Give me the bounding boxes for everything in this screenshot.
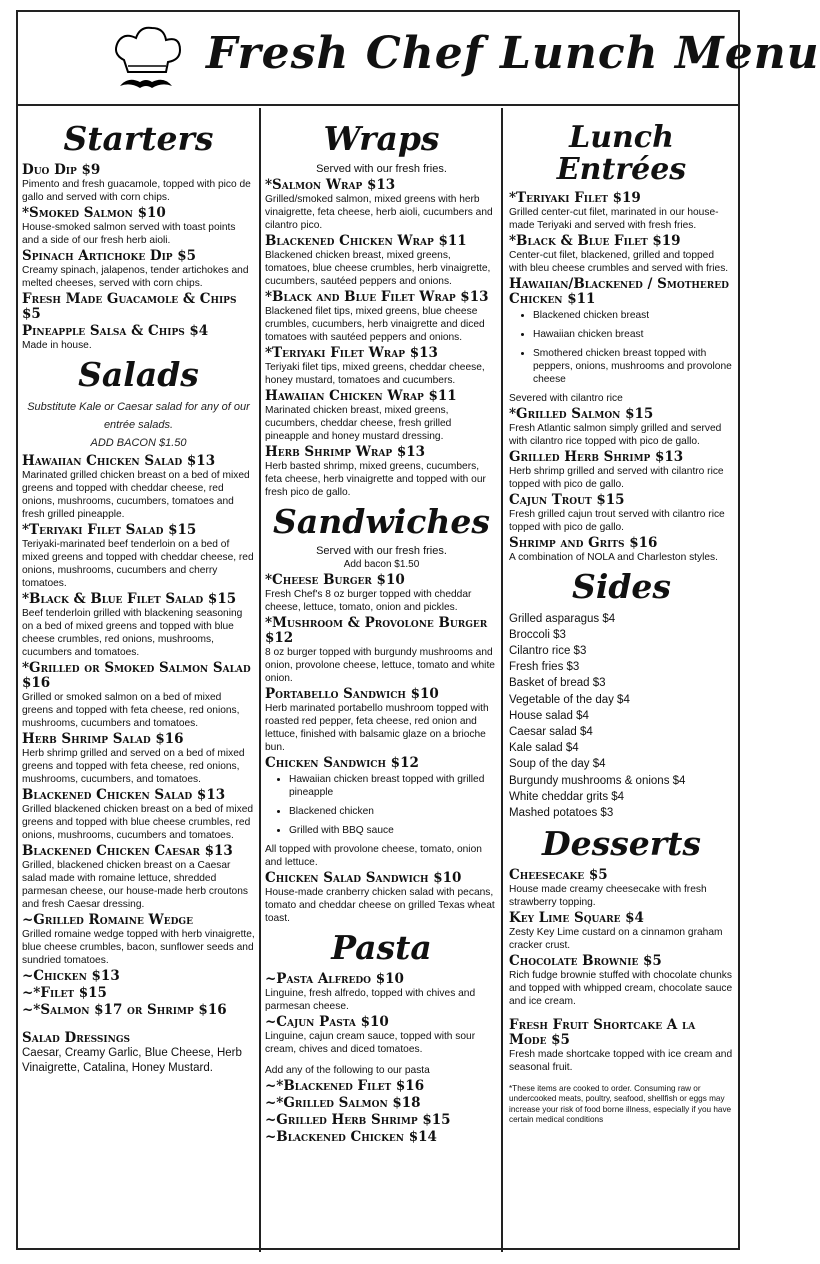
menu-item-desc: House made creamy cheesecake with fresh strawberry topping.: [509, 883, 707, 908]
list-item: Fresh fries $3: [509, 661, 580, 674]
menu-item-name: Blackened Chicken Salad $13: [22, 787, 226, 804]
menu-item-desc: Made in house.: [22, 339, 92, 351]
sandwiches-bacon-note: Add bacon $1.50: [343, 559, 420, 571]
menu-item-name: ~Cajun Pasta $10: [265, 1013, 389, 1030]
sides-title: Sides: [571, 567, 672, 606]
pasta-add-note: Add any of the following to our pasta: [265, 1064, 430, 1076]
wraps-list: [265, 178, 498, 499]
menu-item-desc: Teriyaki-marinated beef tenderloin on a bed of mixed greens and topped with cheddar cheese, red onions, mushrooms, cucumbers and cherry tomatoes.: [22, 539, 254, 590]
list-item: Vegetable of the day $4: [509, 693, 630, 706]
list-item: Caesar salad $4: [509, 726, 593, 739]
menu-item-name: Chicken Sandwich $12: [265, 755, 419, 772]
column-entrees-sides-desserts: [505, 108, 737, 1252]
menu-item-desc: Fresh grilled cajun trout served with cilantro rice topped with pico de gallo.: [509, 509, 725, 533]
salads-list: [22, 454, 255, 1018]
menu-item-name: Chocolate Brownie $5: [509, 952, 662, 969]
menu-item-name: Cajun Trout $15: [509, 492, 625, 508]
menu-item-desc: Linguine, cajun cream sauce, topped with sour cream, chives and diced tomatoes.: [265, 1030, 476, 1055]
menu-item-name: *Smoked Salmon $10: [22, 204, 166, 221]
wraps-title: Wraps: [323, 119, 440, 158]
menu-item-desc: Fresh Atlantic salmon simply grilled and served with cilantro rice topped with pico de gallo.: [509, 423, 722, 447]
menu-item-name: ~*Salmon $17 or Shrimp $16: [22, 1002, 227, 1019]
menu-item-desc: Marinated grilled chicken breast on a bed of mixed greens and topped with cheddar cheese, red onions, mushrooms, cucumbers, tomatoes and fresh grilled pineapple.: [22, 470, 250, 521]
menu-item-name: Portabello Sandwich $10: [265, 686, 439, 703]
menu-item-desc: Grilled, blackened chicken breast on a Caesar salad made with romaine lettuce, shredded parmesan cheese, our house-made herb croutons and fresh Caesar dressing.: [22, 860, 248, 911]
menu-item-desc: Linguine, fresh alfredo, topped with chives and parmesan cheese.: [265, 987, 476, 1012]
menu-item-desc: Herb shrimp grilled and served on a bed of mixed greens and topped with feta cheese, red onions, mushrooms, cucumbers, and tomatoes.: [22, 748, 245, 786]
menu-item-desc: Fresh made shortcake topped with ice cream and seasonal fruit.: [509, 1048, 733, 1073]
menu-item-desc: Beef tenderloin grilled with blackening seasoning on a bed of mixed greens and topped with blue cheese crumbles, red onions, mushrooms, cucumbers and tomatoes.: [22, 608, 243, 659]
menu-item-name: Duo Dip $9: [22, 161, 101, 178]
menu-item-desc: Severed with cilantro rice: [509, 393, 623, 404]
menu-item-name: ~Grilled Romaine Wedge: [22, 912, 193, 929]
column-wraps-sandwiches-pasta: [259, 108, 503, 1252]
menu-item-name: Hawaiian Chicken Salad $13: [22, 453, 216, 470]
starters-list: [22, 163, 255, 352]
menu-item-name: Pineapple Salsa & Chips $4: [22, 322, 209, 339]
menu-item-desc: Grilled/smoked salmon, mixed greens with herb vinaigrette, feta cheese, herb aioli, cucumbers and cilantro pico.: [265, 193, 493, 231]
menu-item-desc: Center-cut filet, blackened, grilled and topped with bleu cheese crumbles and served with fries.: [509, 250, 729, 274]
menu-item-desc: House-made cranberry chicken salad with pecans, tomato and cheddar cheese on grilled Texas wheat toast.: [265, 887, 495, 925]
menu-item-name: *Black and Blue Filet Wrap $13: [265, 288, 489, 305]
menu-item-name: ~Blackened Chicken $14: [265, 1128, 437, 1145]
menu-item-desc: Grilled or smoked salmon on a bed of mixed greens and topped with feta cheese, red onions, mushrooms, cucumbers and tomatoes.: [22, 692, 240, 730]
menu-item-desc: Pimento and fresh guacamole, topped with pico de gallo and served with corn chips.: [22, 178, 251, 203]
list-item: • Grilled with BBQ sauce: [289, 824, 498, 837]
menu-item-name: *Salmon Wrap $13: [265, 176, 396, 193]
menu-item-name: Blackened Chicken Wrap $11: [265, 232, 467, 249]
list-item: Burgundy mushrooms & onions $4: [509, 774, 686, 787]
menu-item-desc: Herb marinated portabello mushroom topped with roasted red pepper, feta cheese, red onion and lettuce, finished with balsamic glaze on a brioche bun.: [265, 703, 489, 754]
list-item: • Blackened chicken breast: [533, 309, 734, 322]
pasta-title: Pasta: [331, 928, 432, 968]
menu-item-name: Hawaiian Chicken Wrap $11: [265, 387, 457, 404]
menu-item-name: ~Pasta Alfredo $10: [265, 970, 404, 987]
chef-hat-mustache-icon: [106, 20, 186, 100]
salads-title: Salads: [78, 354, 199, 394]
list-item: Grilled asparagus $4: [509, 612, 616, 625]
desserts-list: [509, 868, 734, 1074]
desserts-title: Desserts: [542, 824, 701, 864]
menu-item-name: Fresh Fruit Shortcake A la Mode $5: [509, 1016, 696, 1048]
list-item: • Blackened chicken: [289, 805, 498, 818]
list-item: White cheddar grits $4: [509, 790, 625, 803]
sides-list: [509, 611, 734, 822]
column-starters-salads: [18, 108, 258, 1252]
menu-item-desc: Grilled blackened chicken breast on a bed of mixed greens and topped with blue cheese crumbles, red onions, mushrooms, cucumbers and tomatoes.: [22, 804, 254, 842]
menu-item-name: Blackened Chicken Caesar $13: [22, 843, 233, 860]
menu-item-name: Fresh Made Guacamole & Chips $5: [22, 290, 237, 322]
menu-item-name: Herb Shrimp Wrap $13: [265, 443, 426, 460]
menu-item-name: Chicken Salad Sandwich $10: [265, 870, 462, 887]
menu-item-desc: Teriyaki filet tips, mixed greens, cheddar cheese, honey mustard, tomatoes and cucumbers.: [265, 361, 485, 386]
menu-item-desc: Blackened filet tips, mixed greens, blue cheese crumbles, cucumbers, herb vinaigrette and diced tomatoes with sautéed peppers and onions.: [265, 305, 485, 343]
menu-item-name: Shrimp and Grits $16: [509, 535, 658, 551]
menu-item-desc: Marinated chicken breast, mixed greens, cucumbers, cheddar cheese, fresh grilled pineapple and honey mustard dressing.: [265, 404, 452, 442]
sandwiches-title: Sandwiches: [273, 501, 490, 541]
menu-item-name: ~*Blackened Filet $16: [265, 1077, 425, 1094]
menu-item-name: *Mushroom & Provolone Burger $12: [265, 615, 488, 647]
menu-item-name: *Teriyaki Filet $19: [509, 190, 641, 206]
sandwiches-sub: Served with our fresh fries.: [316, 545, 447, 558]
menu-item-desc: Rich fudge brownie stuffed with chocolate chunks and topped with whipped cream, chocolate sauce and ice cream.: [509, 969, 733, 1007]
pasta-list: [265, 972, 498, 1145]
entrees-title: Lunch Entrées: [556, 120, 687, 187]
sandwiches-list: [265, 573, 498, 925]
menu-item-desc: Herb shrimp grilled and served with cilantro rice topped with pico de gallo.: [509, 466, 724, 490]
entrees-list: [509, 191, 734, 564]
wraps-sub: Served with our fresh fries.: [316, 162, 447, 175]
list-item: Kale salad $4: [509, 742, 579, 755]
menu-item-name: Hawaiian/Blackened / Smothered Chicken $11: [509, 276, 729, 307]
menu-item-name: Spinach Artichoke Dip $5: [22, 247, 197, 264]
menu-item-desc: Blackened chicken breast, mixed greens, tomatoes, blue cheese crumbles, herb vinaigrette, cucumbers, sautéed peppers and onions.: [265, 249, 491, 287]
menu-item-desc: A combination of NOLA and Charleston styles.: [509, 552, 718, 563]
menu-item-name: *Black & Blue Filet Salad $15: [22, 591, 237, 608]
menu-item-name: ~*Grilled Salmon $18: [265, 1094, 421, 1111]
list-item: House salad $4: [509, 709, 589, 722]
list-item: Basket of bread $3: [509, 677, 606, 690]
chicken-style-options: [509, 309, 734, 386]
menu-header: [16, 10, 820, 106]
menu-item-desc: Zesty Key Lime custard on a cinnamon graham cracker crust.: [509, 926, 723, 951]
salads-bacon-note: ADD BACON $1.50: [90, 437, 187, 450]
list-item: Broccoli $3: [509, 628, 566, 641]
menu-item-name: ~*Filet $15: [22, 985, 107, 1002]
list-item: • Hawaiian chicken breast topped with grilled pineapple: [289, 773, 498, 799]
menu-item-name: *Grilled or Smoked Salmon Salad $16: [22, 660, 251, 692]
menu-item-name: *Teriyaki Filet Salad $15: [22, 522, 197, 539]
starters-title: Starters: [63, 119, 214, 158]
menu-item-desc: Fresh Chef's 8 oz burger topped with cheddar cheese, lettuce, tomato, onion and pickles.: [265, 589, 472, 614]
menu-item-name: ~Grilled Herb Shrimp $15: [265, 1111, 451, 1128]
menu-item-desc: Herb basted shrimp, mixed greens, cucumbers, feta cheese, herb vinaigrette and topped with our fresh pico de gallo.: [265, 460, 486, 498]
menu-item-name: *Cheese Burger $10: [265, 572, 405, 589]
chicken-options: [265, 773, 498, 837]
menu-item-desc: All topped with provolone cheese, tomato, onion and lettuce.: [265, 844, 482, 869]
menu-item-name: *Teriyaki Filet Wrap $13: [265, 344, 438, 361]
dressings-title: Salad Dressings: [22, 1030, 131, 1047]
menu-item-desc: Creamy spinach, jalapenos, tender artichokes and melted cheeses, served with corn chips.: [22, 264, 249, 289]
menu-item-name: Cheesecake $5: [509, 866, 608, 883]
dressings-list: Caesar, Creamy Garlic, Blue Cheese, Herb Vinaigrette, Catalina, Honey Mustard.: [22, 1047, 242, 1075]
list-item: • Smothered chicken breast topped with peppers, onions, mushrooms and provolone cheese: [533, 347, 734, 386]
menu-item-desc: House-smoked salmon served with toast points and a side of our fresh herb aioli.: [22, 221, 236, 246]
menu-item-name: *Black & Blue Filet $19: [509, 233, 681, 249]
menu-item-name: Grilled Herb Shrimp $13: [509, 449, 684, 465]
salads-note: Substitute Kale or Caesar salad for any of our entrée salads.: [27, 401, 250, 432]
list-item: Soup of the day $4: [509, 758, 606, 771]
list-item: • Hawaiian chicken breast: [533, 328, 734, 341]
menu-item-name: ~Chicken $13: [22, 968, 120, 985]
menu-item-desc: Grilled center-cut filet, marinated in our house-made Teriyaki and served with fresh fries.: [509, 207, 719, 231]
food-safety-disclaimer: *These items are cooked to order. Consuming raw or undercooked meats, poultry, seafood, shellfish or eggs may increase your risk of food borne illness, especially if you have certain medical conditions: [509, 1083, 732, 1125]
menu-item-name: Herb Shrimp Salad $16: [22, 731, 184, 748]
menu-item-name: *Grilled Salmon $15: [509, 406, 654, 422]
menu-item-desc: Grilled romaine wedge topped with herb vinaigrette, blue cheese crumbles, bacon, sunflower seeds and sundried tomatoes.: [22, 929, 255, 967]
menu-title: Fresh Chef Lunch Menu: [206, 28, 820, 79]
list-item: Cilantro rice $3: [509, 645, 587, 658]
list-item: Mashed potatoes $3: [509, 807, 614, 820]
menu-item-name: Key Lime Square $4: [509, 909, 644, 926]
menu-item-desc: 8 oz burger topped with burgundy mushrooms and onion, provolone cheese, lettuce, tomato and white onion.: [265, 647, 495, 685]
